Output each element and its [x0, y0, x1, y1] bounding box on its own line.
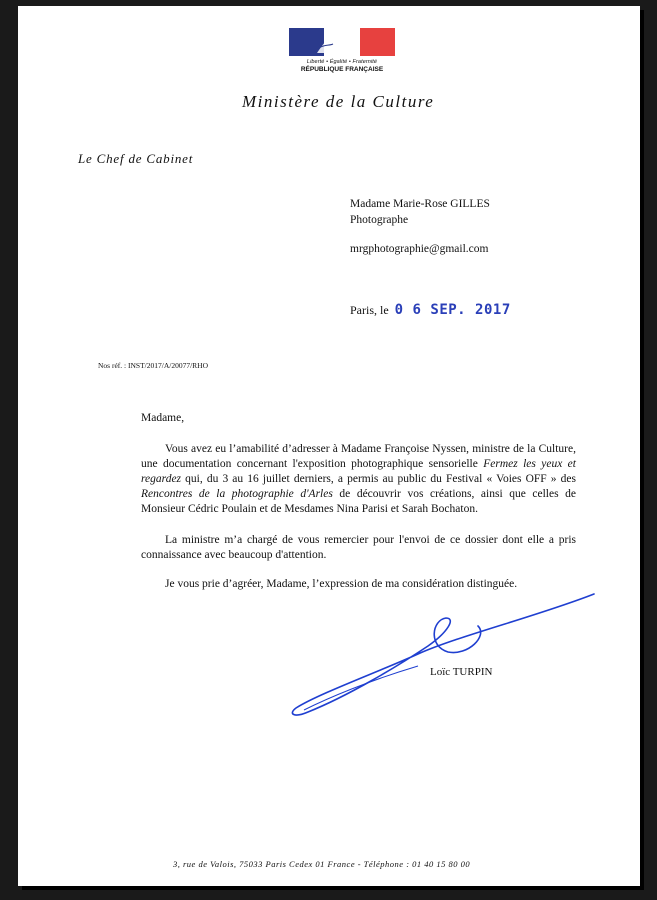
recipient-name: Madame Marie-Rose GILLES — [350, 198, 490, 210]
p1-title-exhibition: Fermez les yeux et regardez — [141, 458, 576, 485]
handwritten-signature — [18, 6, 640, 886]
date-stamp: 0 6 SEP. 2017 — [394, 302, 511, 318]
signatory-name: Loïc TURPIN — [430, 666, 493, 678]
p1-text-b: qui, du 3 au 16 juillet derniers, a permis au public du Festival « Voies OFF » des — [181, 473, 576, 485]
recipient-email: mrgphotographie@gmail.com — [350, 243, 489, 255]
recipient-role: Photographe — [350, 214, 409, 226]
salutation-text: Madame, — [141, 412, 185, 424]
p1-text-c: de découvrir vos créations, ainsi que celles de Monsieur Cédric Poulain et de Mesdames Nina Parisi et Sarah Bochaton. — [141, 488, 576, 515]
p1-text-a: Vous avez eu l’amabilité d’adresser à Madame Françoise Nyssen, ministre de la Culture, une documentation concernant l'exposition photographique sensorielle — [141, 443, 576, 470]
sender-title: Le Chef de Cabinet — [78, 151, 194, 166]
republic-motto: Liberté • Égalité • Fraternité — [306, 59, 378, 65]
p1-title-rencontres: Rencontres de la photographie d'Arles — [141, 488, 333, 500]
paragraph-3: Je vous prie d’agréer, Madame, l’expression de ma considération distinguée. — [165, 578, 518, 590]
paragraph-2: La ministre m’a chargé de vous remercier pour l'envoi de ce dossier dont elle a pris connaissance avec beaucoup d'attention. — [141, 534, 576, 561]
letter-page — [18, 6, 640, 886]
footer-address: 3, rue de Valois, 75033 Paris Cedex 01 France - Téléphone : 01 40 15 80 00 — [173, 859, 471, 869]
ministry-title: Ministère de la Culture — [242, 92, 435, 111]
reference-number: Nos réf. : INST/2017/A/20077/RHO — [98, 361, 208, 370]
republic-name: RÉPUBLIQUE FRANÇAISE — [300, 66, 384, 73]
date-prefix: Paris, le — [350, 303, 389, 317]
